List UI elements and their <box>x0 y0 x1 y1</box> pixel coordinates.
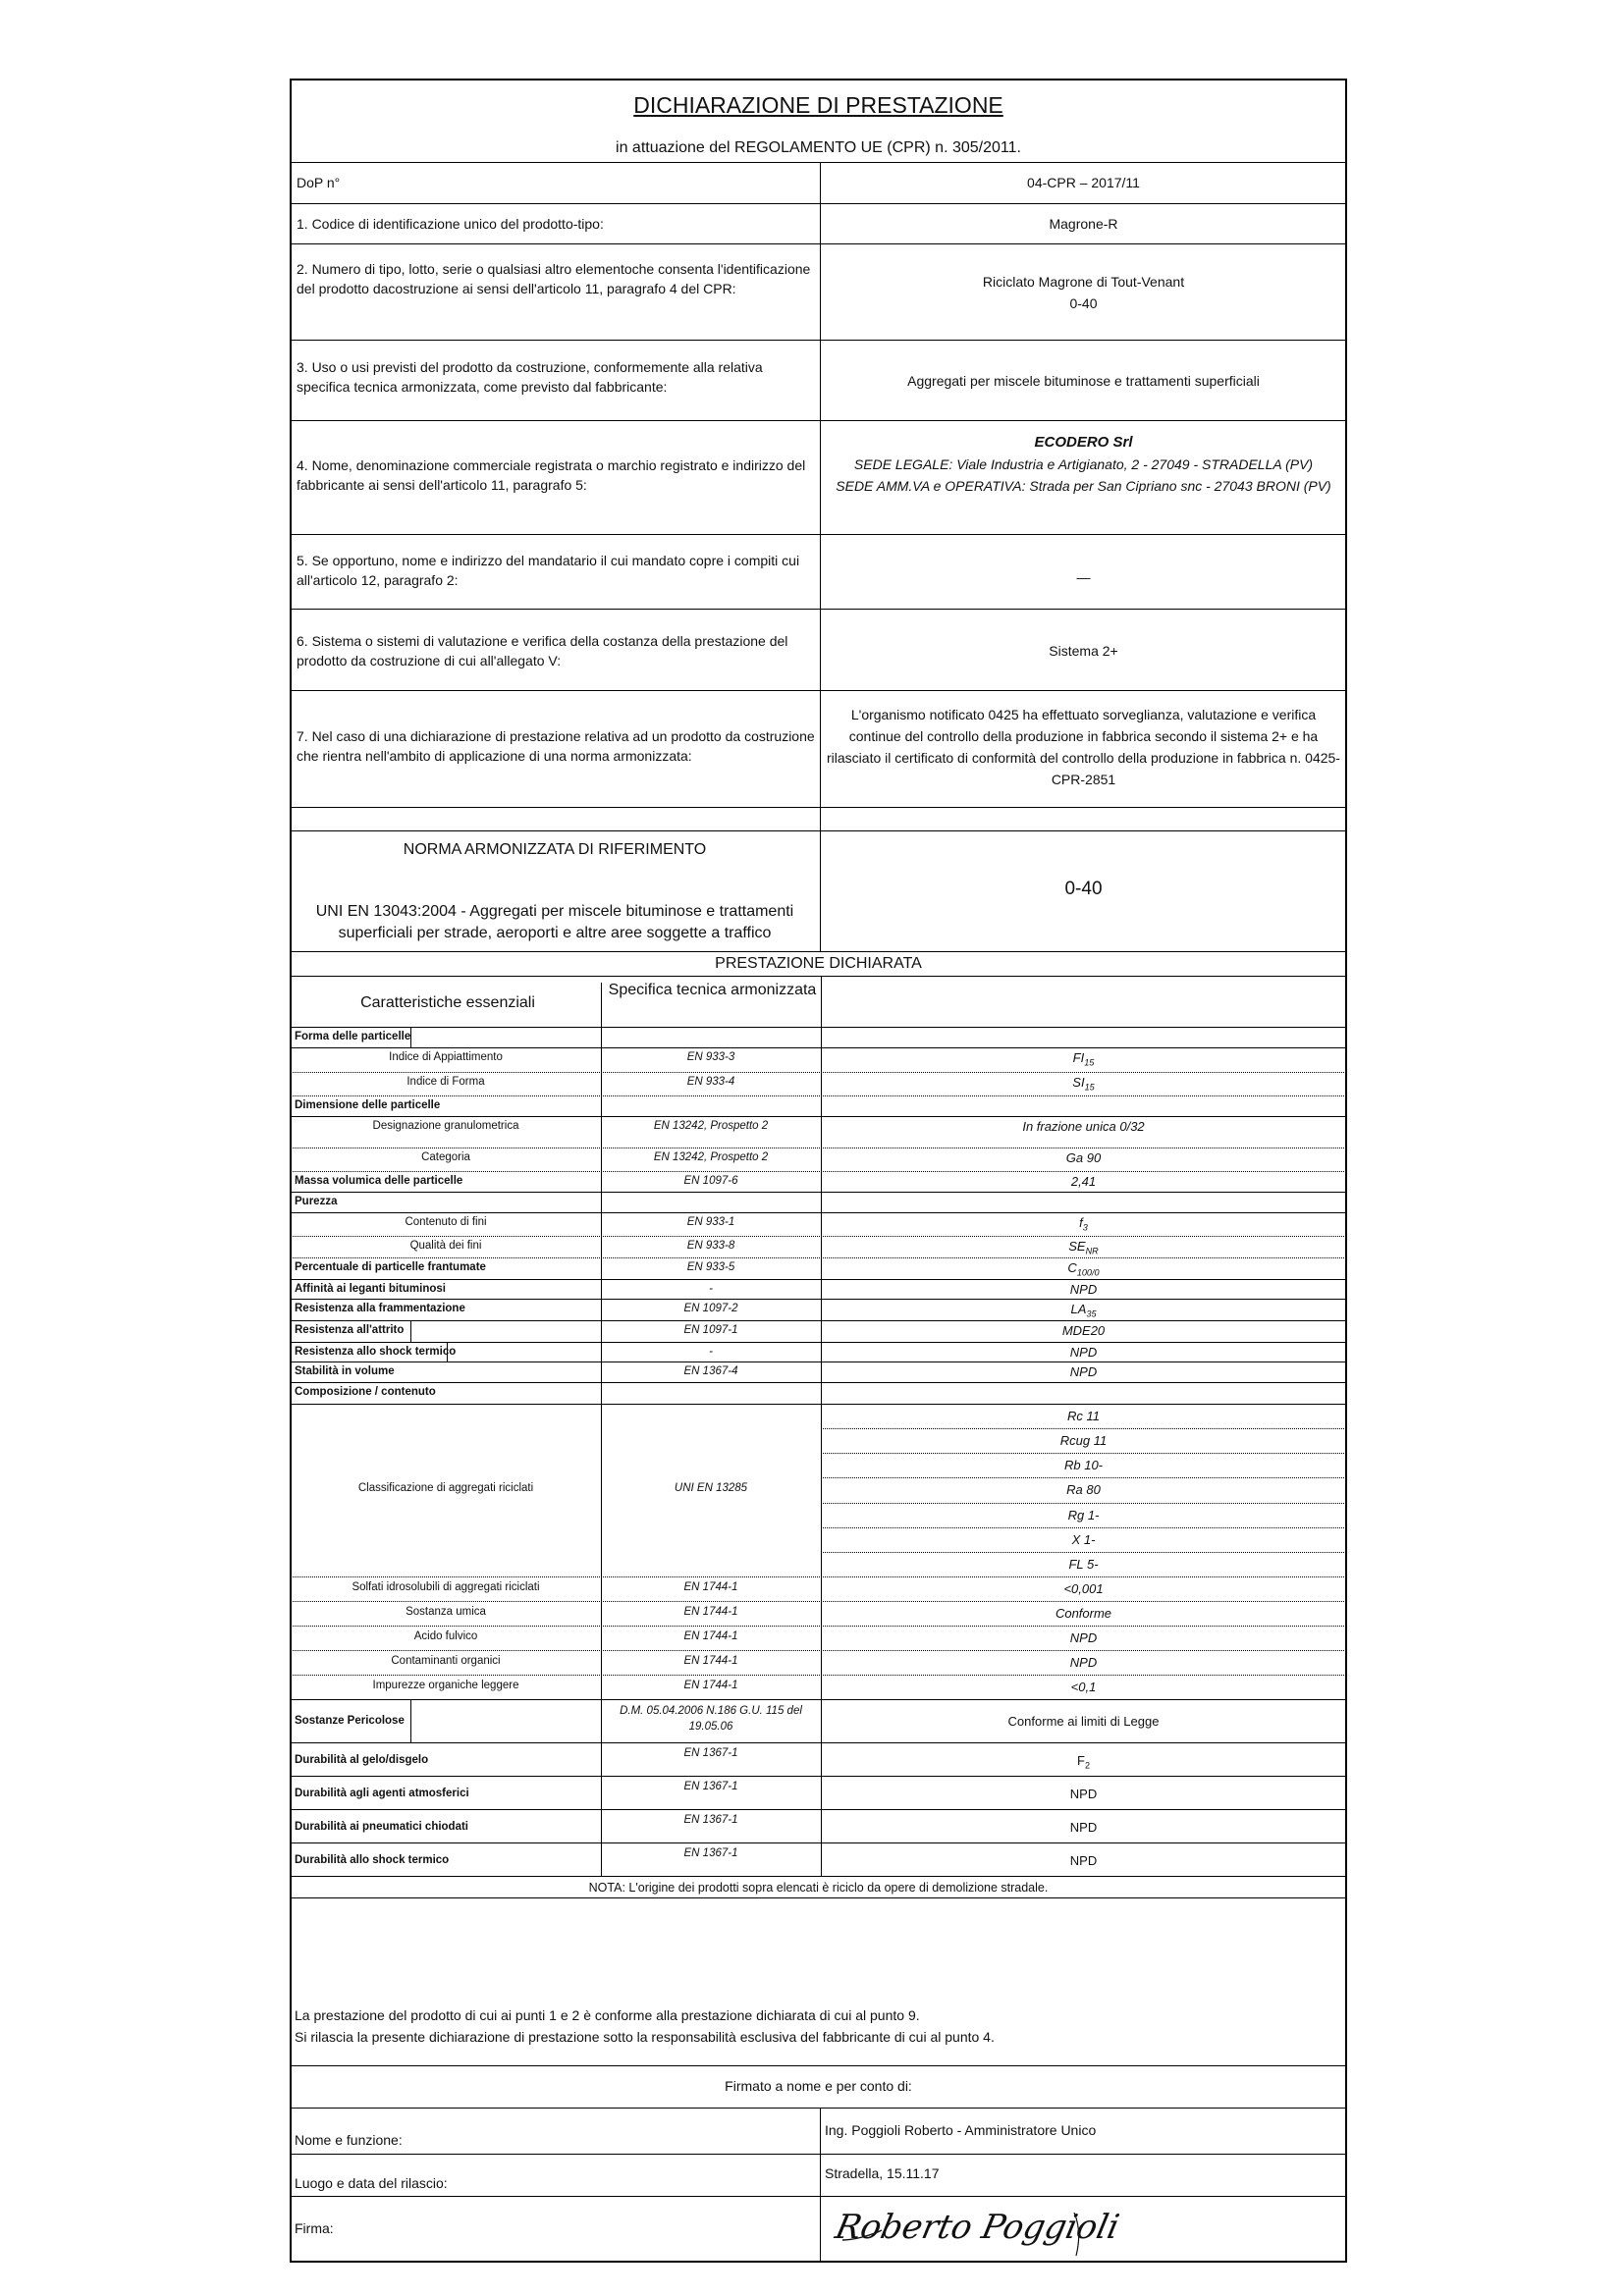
spec-value: EN 1097-6 <box>683 1175 738 1187</box>
performance-value: NPD <box>1069 1853 1098 1868</box>
characteristic-label: Impurezze organiche leggere <box>372 1680 519 1691</box>
spec-value: EN 933-1 <box>686 1216 735 1228</box>
performance-value: $F_2$ <box>1076 1753 1090 1771</box>
characteristic-label: Indice di Forma <box>406 1076 485 1088</box>
recycled-class-value: X 1- <box>1071 1531 1096 1547</box>
characteristic-label: Massa volumica delle particelle <box>295 1175 463 1187</box>
durability-label: Durabilità agli agenti atmosferici <box>295 1788 469 1799</box>
performance-value: $LA_{35}$ <box>1070 1302 1097 1319</box>
name-function-label: Nome e funzione: <box>295 2132 403 2148</box>
characteristic-label: Categoria <box>421 1151 470 1163</box>
company-registered-office: SEDE LEGALE: Viale Industria e Artigianato, 2 - 27049 - STRADELLA (PV) <box>853 456 1314 472</box>
spec-value: EN 933-5 <box>686 1261 735 1273</box>
recycled-class-value: FL 5- <box>1068 1556 1099 1572</box>
spec-value: EN 933-4 <box>686 1076 735 1088</box>
conformity-line-2: Si rilascia la presente dichiarazione di prestazione sotto la responsabilità esclusiva del fabbricante di cui al punto 4. <box>295 2029 995 2045</box>
performance-value: <0,1 <box>1070 1680 1097 1694</box>
characteristic-label: Resistenza allo shock termico <box>295 1346 457 1358</box>
performance-value: NPD <box>1069 1787 1098 1801</box>
performance-value: NPD <box>1069 1364 1098 1379</box>
item-7-value: L'organismo notificato 0425 ha effettuato sorveglianza, valutazione e verifica continue del controllo della produzione in fabbrica secondo il sistema 2+ e ha rilasciato il certificato di conformità del controllo della produzione in fabbrica n. 0425-CPR-2851 <box>827 707 1340 787</box>
characteristic-label: Contaminanti organici <box>391 1655 501 1667</box>
recycled-spec: UNI EN 13285 <box>674 1482 748 1494</box>
item-5-label: 5. Se opportuno, nome e indirizzo del mandatario il cui mandato copre i compiti cui all'articolo 12, paragrafo 2: <box>297 553 800 588</box>
durability-label: Durabilità allo shock termico <box>295 1854 450 1866</box>
performance-value: MDE20 <box>1061 1323 1106 1338</box>
characteristic-label: Composizione / contenuto <box>295 1386 436 1398</box>
characteristic-label: Designazione granulometrica <box>372 1120 519 1132</box>
signature-heading: Firmato a nome e per conto di: <box>725 2078 912 2094</box>
characteristic-label: Qualità dei fini <box>409 1240 482 1252</box>
characteristic-label: Purezza <box>295 1196 338 1207</box>
characteristic-label: Forma delle particelle <box>295 1031 411 1042</box>
nota-text: NOTA: L'origine dei prodotti sopra elencati è riciclo da opere di demolizione stradale. <box>588 1881 1049 1895</box>
performance-value: 2,41 <box>1070 1174 1097 1189</box>
signature-label: Firma: <box>295 2220 334 2236</box>
spec-value: - <box>709 1283 713 1295</box>
recycled-class-value: Ra 80 <box>1066 1482 1101 1498</box>
spec-value: EN 1097-2 <box>683 1303 738 1314</box>
characteristic-label: Indice di Appiattimento <box>389 1051 503 1063</box>
performance-value: NPD <box>1069 1345 1098 1360</box>
recycled-class-value: Rb 10- <box>1063 1458 1104 1473</box>
performance-value: Conforme <box>1055 1606 1112 1621</box>
company-name: ECODERO Srl <box>1034 434 1133 451</box>
performance-value: $FI_{15}$ <box>1072 1050 1095 1068</box>
col-header-characteristics: Caratteristiche essenziali <box>360 994 535 1011</box>
sostanze-label: Sostanze Pericolose <box>295 1715 405 1727</box>
item-4-label: 4. Nome, denominazione commerciale registrata o marchio registrato e indirizzo del fabbricante ai sensi dell'articolo 11, paragrafo 5: <box>297 457 806 493</box>
item-1-value: Magrone-R <box>1049 216 1118 232</box>
norma-text: UNI EN 13043:2004 - Aggregati per miscele bituminose e trattamenti superficiali per strade, aeroporti e altre aree soggette a traffico <box>315 903 794 941</box>
signature-script: Roberto Poggioli <box>832 2208 1123 2247</box>
spec-value: EN 933-8 <box>686 1240 735 1252</box>
document-subtitle: in attuazione del REGOLAMENTO UE (CPR) n. 305/2011. <box>616 139 1021 156</box>
norma-grade: 0-40 <box>1064 879 1103 899</box>
spec-value: EN 1744-1 <box>683 1606 738 1618</box>
dop-label: DoP n° <box>297 175 341 190</box>
dop-number: 04-CPR – 2017/11 <box>1027 175 1140 190</box>
spec-value: EN 1097-1 <box>683 1324 738 1336</box>
recycled-class-value: Rcug 11 <box>1059 1433 1108 1449</box>
performance-value: NPD <box>1069 1820 1098 1835</box>
recycled-class-value: Rc 11 <box>1067 1409 1100 1423</box>
durability-label: Durabilità ai pneumatici chiodati <box>295 1821 469 1833</box>
performance-value: NPD <box>1069 1630 1098 1645</box>
recycled-class-value: Rg 1- <box>1067 1507 1100 1522</box>
item-2-value: Riciclato Magrone di Tout-Venant <box>982 274 1185 290</box>
spec-value: EN 13242, Prospetto 2 <box>653 1120 769 1132</box>
recycled-classification-label: Classificazione di aggregati riciclati <box>357 1482 534 1494</box>
performance-value: $SE_{NR}$ <box>1068 1239 1099 1256</box>
conformity-line-1: La prestazione del prodotto di cui ai punti 1 e 2 è conforme alla prestazione dichiarata di cui al punto 9. <box>295 2007 920 2023</box>
performance-value: $C_{100/0}$ <box>1067 1260 1100 1278</box>
characteristic-label: Stabilità in volume <box>295 1365 395 1377</box>
spec-value: EN 1744-1 <box>683 1581 738 1593</box>
performance-value: NPD <box>1069 1282 1098 1297</box>
spec-value: EN 13242, Prospetto 2 <box>653 1151 769 1163</box>
spec-value: EN 1744-1 <box>683 1630 738 1642</box>
spec-value: - <box>709 1346 713 1358</box>
characteristic-label: Resistenza alla frammentazione <box>295 1303 465 1314</box>
spec-value: EN 1744-1 <box>683 1680 738 1691</box>
characteristic-label: Affinità ai leganti bituminosi <box>295 1283 446 1295</box>
characteristic-label: Sostanza umica <box>406 1606 486 1618</box>
characteristic-label: Acido fulvico <box>413 1630 478 1642</box>
durability-label: Durabilità al gelo/disgelo <box>295 1754 429 1766</box>
name-function-value: Ing. Poggioli Roberto - Amministratore Unico <box>825 2122 1097 2138</box>
item-1-label: 1. Codice di identificazione unico del prodotto-tipo: <box>297 216 604 232</box>
place-date-value: Stradella, 15.11.17 <box>825 2165 940 2181</box>
performance-value: $f_3$ <box>1079 1215 1088 1233</box>
spec-value: EN 1367-1 <box>683 1747 738 1759</box>
performance-value: NPD <box>1069 1655 1098 1670</box>
item-2-label: 2. Numero di tipo, lotto, serie o qualsiasi altro elementoche consenta l'identificazione del prodotto dacostruzione ai sensi dell'articolo 11, paragrafo 4 del CPR: <box>297 261 811 296</box>
spec-value: EN 1367-1 <box>683 1781 738 1792</box>
sostanze-value: Conforme ai limiti di Legge <box>1007 1714 1160 1729</box>
performance-value: <0,001 <box>1063 1581 1104 1596</box>
item-3-label: 3. Uso o usi previsti del prodotto da costruzione, conformemente alla relativa specifica tecnica armonizzata, come previsto dal fabbricante: <box>297 359 763 395</box>
characteristic-label: Resistenza all'attrito <box>295 1324 405 1336</box>
spec-value: EN 1367-4 <box>683 1365 738 1377</box>
item-2-value-range: 0-40 <box>1069 295 1098 311</box>
company-operative-office: SEDE AMM.VA e OPERATIVA: Strada per San Cipriano snc - 27043 BRONI (PV) <box>836 478 1331 494</box>
characteristic-label: Solfati idrosolubili di aggregati riciclati <box>352 1581 540 1593</box>
performance-value: $SI_{15}$ <box>1072 1075 1095 1093</box>
item-6-label: 6. Sistema o sistemi di valutazione e verifica della costanza della prestazione del prodotto da costruzione di cui all'allegato V: <box>297 633 788 668</box>
handwritten-signature <box>823 2197 1157 2262</box>
prestazione-banner: PRESTAZIONE DICHIARATA <box>715 955 922 972</box>
performance-value: In frazione unica 0/32 <box>1022 1119 1145 1134</box>
document-title: DICHIARAZIONE DI PRESTAZIONE <box>633 92 1003 118</box>
item-3-value: Aggregati per miscele bituminose e trattamenti superficiali <box>907 373 1260 389</box>
item-5-value: — <box>1076 569 1091 585</box>
item-7-label: 7. Nel caso di una dichiarazione di prestazione relativa ad un prodotto da costruzione che rientra nell'ambito di applicazione di una norma armonizzata: <box>297 728 815 764</box>
performance-value: Ga 90 <box>1065 1150 1102 1165</box>
spec-value: EN 1367-1 <box>683 1847 738 1859</box>
spec-value: EN 1744-1 <box>683 1655 738 1667</box>
item-6-value: Sistema 2+ <box>1049 643 1118 659</box>
place-date-label: Luogo e data del rilascio: <box>295 2175 448 2191</box>
sostanze-spec: D.M. 05.04.2006 N.186 G.U. 115 del 19.05.06 <box>620 1705 802 1733</box>
spec-value: EN 933-3 <box>686 1051 735 1063</box>
characteristic-label: Contenuto di fini <box>405 1216 487 1228</box>
spec-value: EN 1367-1 <box>683 1814 738 1826</box>
characteristic-label: Dimensione delle particelle <box>295 1099 441 1111</box>
norma-heading: NORMA ARMONIZZATA DI RIFERIMENTO <box>403 841 707 858</box>
col-header-spec: Specifica tecnica armonizzata <box>608 982 817 998</box>
characteristic-label: Percentuale di particelle frantumate <box>295 1261 486 1273</box>
